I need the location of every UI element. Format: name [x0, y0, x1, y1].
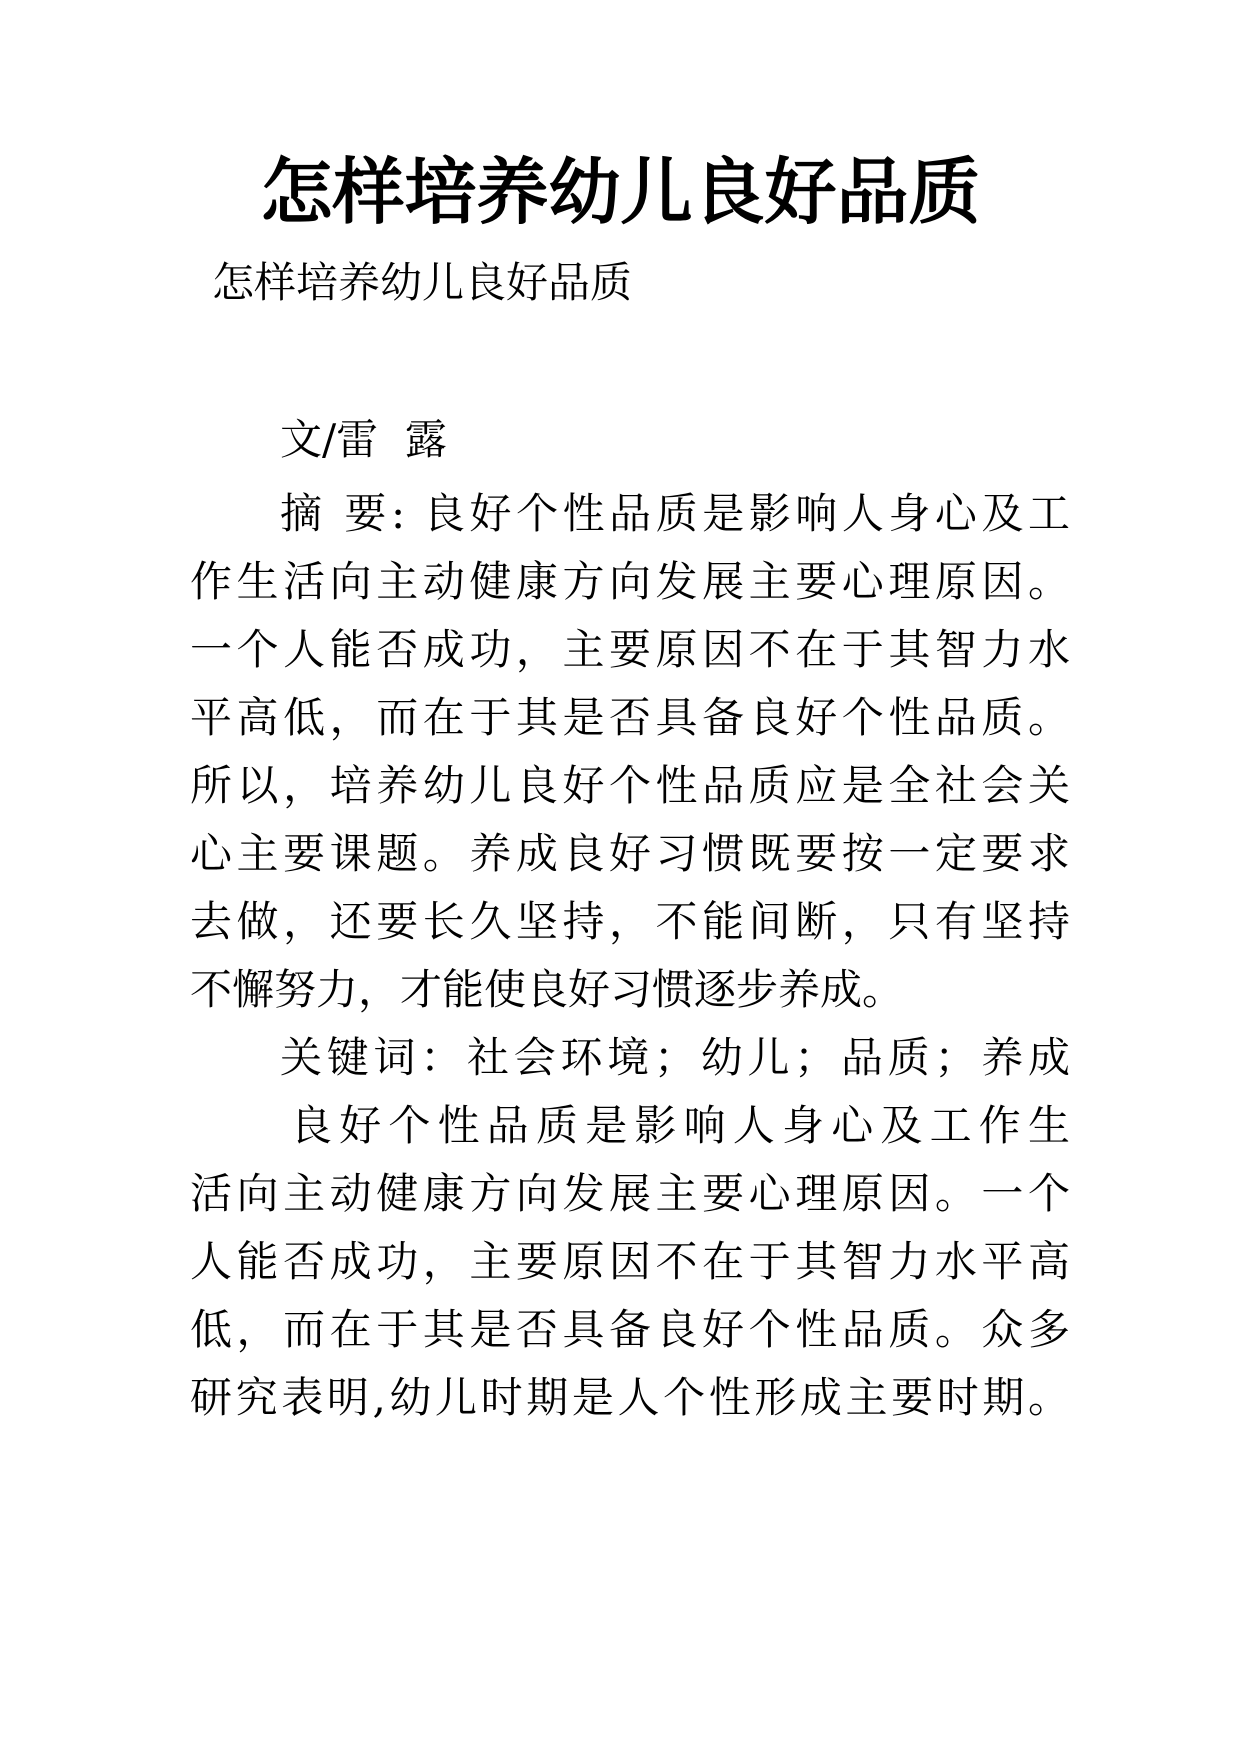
keywords-line: 关键词：社会环境；幼儿；品质；养成	[280, 1033, 1070, 1082]
abstract-line: 平高低，而在于其是否具备良好个性品质。	[190, 693, 1070, 742]
body-line: 研究表明,幼儿时期是人个性形成主要时期。	[190, 1373, 1070, 1422]
body-line: 人能否成功，主要原因不在于其智力水平高	[190, 1237, 1070, 1286]
abstract-line: 所以，培养幼儿良好个性品质应是全社会关	[190, 761, 1070, 810]
abstract-line: 一个人能否成功，主要原因不在于其智力水	[190, 625, 1070, 674]
body-line: 活向主动健康方向发展主要心理原因。一个	[190, 1169, 1070, 1218]
body-text	[190, 480, 1070, 1432]
abstract-line: 心主要课题。养成良好习惯既要按一定要求	[190, 829, 1070, 878]
abstract-line: 不懈努力，才能使良好习惯逐步养成。	[190, 965, 905, 1014]
abstract-line: 作生活向主动健康方向发展主要心理原因。	[190, 557, 1070, 606]
body-line: 低，而在于其是否具备良好个性品质。众多	[190, 1305, 1070, 1354]
body-line: 良好个性品质是影响人身心及工作生	[290, 1101, 1070, 1150]
abstract-line: 去做，还要长久坚持，不能间断，只有坚持	[190, 897, 1070, 946]
author-line: 文/雷 露	[280, 415, 447, 464]
document-subtitle: 怎样培养幼儿良好品质	[212, 258, 633, 307]
abstract-line: 摘 要: 良好个性品质是影响人身心及工	[280, 489, 1070, 538]
document-title: 怎样培养幼儿良好品质	[260, 149, 981, 234]
